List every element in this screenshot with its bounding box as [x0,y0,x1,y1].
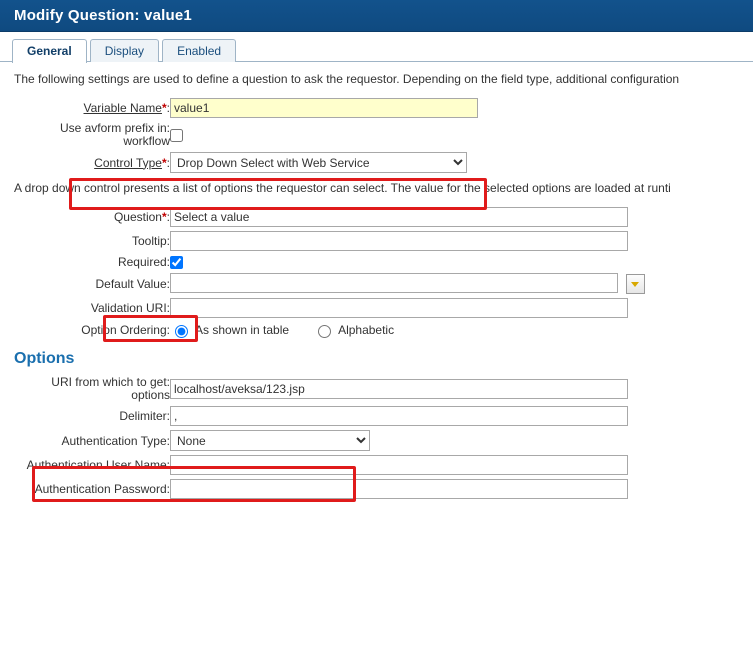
auth-password-label: Authentication Password: [34,482,170,497]
tooltip-label: Tooltip: [131,234,170,248]
option-ordering-choice-as-shown[interactable]: As shown in table [170,322,289,338]
options-fields-table [0,374,753,501]
question-input[interactable] [170,207,628,227]
window-titlebar [0,0,753,32]
option-ordering-choice-alphabetic[interactable]: Alphabetic [313,322,394,338]
control-type-cell [170,150,753,175]
auth-type-label: Authentication Type: [61,433,170,448]
table-row [0,229,753,253]
auth-user-label: Authentication User Name: [26,458,170,473]
variable-name-input[interactable] [170,98,478,118]
option-ordering-label: Option Ordering: [81,323,170,338]
avform-prefix-label: Use avform prefix in: workflow [59,121,170,148]
form-area [0,62,753,501]
auth-password-input[interactable] [170,479,628,499]
control-type-label: Control Type*: [94,155,170,170]
table-row [0,428,753,453]
tooltip-cell [170,229,753,253]
auth-type-select[interactable] [170,430,370,451]
validation-uri-label: Validation URI: [90,301,170,316]
radio-alphabetic[interactable] [318,325,331,338]
required-label: Required: [117,255,170,270]
default-value-picker-icon[interactable] [626,274,645,294]
intro-text: The following settings are used to define a question to ask the requestor. Depending on the field type, additional configuration [14,72,680,86]
default-value-label: Default Value: [95,276,170,291]
validation-uri-cell [170,296,753,320]
uri-cell [170,374,753,404]
tab-enabled[interactable]: Enabled [162,39,236,62]
table-row [0,296,753,320]
table-row [0,453,753,477]
default-value-input[interactable] [170,273,618,293]
uri-input[interactable] [170,379,628,399]
avform-prefix-cell [170,120,753,150]
table-row [0,320,753,340]
radio-as-shown[interactable] [175,325,188,338]
option-ordering-cell [170,320,753,340]
question-fields-table [0,205,753,340]
table-row [0,120,753,150]
variable-name-cell [170,96,753,120]
control-help-text: A drop down control presents a list of options the requestor can select. The value for the selected options are loaded at runti [14,181,671,195]
table-row [0,374,753,404]
table-row [0,477,753,501]
page-title: Modify Question: value1 [14,7,192,24]
option-ordering-radios [170,322,753,338]
question-label: Question*: [113,210,170,224]
validation-uri-input[interactable] [170,298,628,318]
auth-type-cell [170,428,753,453]
table-row [0,253,753,271]
tabstrip [0,32,753,62]
table-row [0,271,753,296]
default-value-cell [170,271,753,296]
delimiter-input[interactable] [170,406,628,426]
uri-label: URI from which to get: options [51,375,170,403]
required-checkbox[interactable] [170,256,183,269]
table-row [0,404,753,428]
auth-user-cell [170,453,753,477]
delimiter-label: Delimiter: [119,409,170,424]
tooltip-input[interactable] [170,231,628,251]
auth-user-input[interactable] [170,455,628,475]
delimiter-cell [170,404,753,428]
options-section-title: Options [14,350,75,368]
required-cell [170,253,753,271]
general-fields-table [0,96,753,175]
auth-password-cell [170,477,753,501]
control-type-select[interactable] [170,152,467,173]
question-cell [170,205,753,229]
table-row [0,96,753,120]
table-row [0,150,753,175]
table-row [0,205,753,229]
variable-name-label: Variable Name*: [83,101,170,115]
tab-general[interactable]: General [12,39,87,63]
avform-prefix-checkbox[interactable] [170,129,183,142]
tab-display[interactable]: Display [90,39,159,62]
